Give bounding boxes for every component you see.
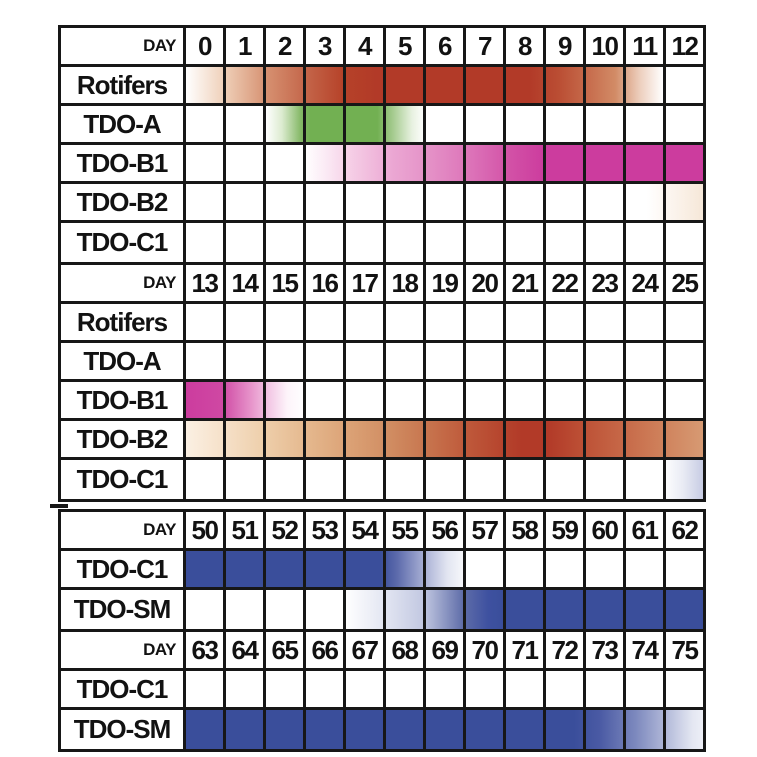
day-cell — [426, 590, 466, 629]
day-cell — [226, 67, 266, 103]
feed-row-cells — [186, 382, 703, 418]
day-cell — [266, 590, 306, 629]
feed-row-tdo-b2 — [61, 184, 703, 223]
day-cell — [266, 343, 306, 379]
feed-row-cells — [186, 421, 703, 457]
day-cell — [306, 223, 346, 262]
day-cell — [666, 671, 703, 707]
day-cell — [626, 223, 666, 262]
day-cell — [226, 184, 266, 220]
day-number: 73 — [586, 632, 626, 668]
day-cell — [546, 343, 586, 379]
day-number: 60 — [586, 512, 626, 548]
day-cell — [306, 304, 346, 340]
day-cell — [186, 590, 226, 629]
day-cell — [666, 106, 703, 142]
day-cell — [186, 421, 226, 457]
day-number: 51 — [226, 512, 266, 548]
day-cell — [346, 145, 386, 181]
feed-row-tdo-c1 — [61, 223, 703, 262]
day-cell — [186, 343, 226, 379]
feed-row-cells — [186, 106, 703, 142]
day-number: 57 — [466, 512, 506, 548]
day-number: 18 — [386, 265, 426, 301]
day-cell — [546, 304, 586, 340]
feed-row-label: TDO-A — [61, 106, 186, 142]
day-cell — [426, 67, 466, 103]
day-cell — [306, 551, 346, 587]
feed-row-tdo-sm — [61, 710, 703, 749]
day-cell — [586, 67, 626, 103]
day-cell — [626, 460, 666, 499]
day-cell — [266, 460, 306, 499]
day-number: 20 — [466, 265, 506, 301]
day-cell — [506, 106, 546, 142]
day-cell — [386, 223, 426, 262]
day-cell — [586, 106, 626, 142]
day-cell — [666, 382, 703, 418]
day-cell — [426, 460, 466, 499]
day-cell — [226, 421, 266, 457]
day-cell — [346, 343, 386, 379]
day-cell — [666, 145, 703, 181]
day-cell — [386, 382, 426, 418]
day-block-3 — [58, 509, 706, 632]
feed-row-label: TDO-A — [61, 343, 186, 379]
day-cell — [426, 223, 466, 262]
day-number-cells — [186, 265, 703, 301]
day-cell — [346, 382, 386, 418]
day-cell — [506, 382, 546, 418]
feed-row-label: TDO-B1 — [61, 145, 186, 181]
day-header-label: DAY — [61, 632, 186, 668]
day-cell — [666, 421, 703, 457]
day-number: 65 — [266, 632, 306, 668]
day-number: 8 — [506, 28, 546, 64]
feed-row-cells — [186, 223, 703, 262]
day-cell — [466, 421, 506, 457]
day-cell — [226, 590, 266, 629]
feed-row-label: TDO-B2 — [61, 184, 186, 220]
feed-row-rotifers — [61, 304, 703, 343]
day-cell — [466, 671, 506, 707]
day-cell — [506, 223, 546, 262]
day-number-cells — [186, 28, 703, 64]
feed-row-tdo-a — [61, 106, 703, 145]
day-cell — [466, 223, 506, 262]
day-number: 68 — [386, 632, 426, 668]
day-cell — [306, 145, 346, 181]
day-cell — [586, 304, 626, 340]
day-number: 59 — [546, 512, 586, 548]
feed-row-cells — [186, 343, 703, 379]
day-cell — [546, 382, 586, 418]
day-cell — [426, 145, 466, 181]
day-cell — [186, 106, 226, 142]
day-cell — [546, 671, 586, 707]
header-row — [61, 265, 703, 304]
day-cell — [346, 551, 386, 587]
day-cell — [226, 106, 266, 142]
day-number: 72 — [546, 632, 586, 668]
feed-row-label: TDO-B2 — [61, 421, 186, 457]
day-number: 70 — [466, 632, 506, 668]
day-cell — [466, 343, 506, 379]
day-number: 53 — [306, 512, 346, 548]
day-cell — [386, 421, 426, 457]
day-cell — [586, 590, 626, 629]
feed-row-cells — [186, 460, 703, 499]
day-cell — [626, 382, 666, 418]
day-cell — [226, 382, 266, 418]
day-cell — [506, 460, 546, 499]
day-cell — [586, 460, 626, 499]
day-cell — [426, 343, 466, 379]
feed-row-label: TDO-C1 — [61, 671, 186, 707]
day-cell — [386, 590, 426, 629]
day-cell — [266, 671, 306, 707]
day-cell — [546, 67, 586, 103]
day-cell — [386, 67, 426, 103]
day-cell — [266, 551, 306, 587]
day-cell — [626, 590, 666, 629]
feed-row-cells — [186, 590, 703, 629]
feed-row-label: TDO-SM — [61, 590, 186, 629]
day-number: 50 — [186, 512, 226, 548]
day-cell — [266, 145, 306, 181]
feed-row-cells — [186, 551, 703, 587]
day-number: 62 — [671, 514, 698, 545]
day-cell — [226, 671, 266, 707]
day-cell — [466, 460, 506, 499]
feed-row-tdo-c1 — [61, 671, 703, 710]
day-cell — [666, 184, 703, 220]
day-number: 56 — [426, 512, 466, 548]
day-block-2 — [58, 265, 706, 502]
day-cell — [506, 421, 546, 457]
day-cell — [586, 184, 626, 220]
day-cell — [466, 304, 506, 340]
day-cell — [666, 67, 703, 103]
day-cell — [546, 460, 586, 499]
day-cell — [186, 382, 226, 418]
day-cell — [546, 223, 586, 262]
day-cell — [386, 710, 426, 749]
day-cell — [466, 382, 506, 418]
day-cell — [386, 551, 426, 587]
day-cell — [306, 421, 346, 457]
day-cell — [226, 343, 266, 379]
day-cell — [226, 223, 266, 262]
day-number: 58 — [506, 512, 546, 548]
day-cell — [626, 710, 666, 749]
day-number: 24 — [626, 265, 666, 301]
day-block-1 — [58, 25, 706, 265]
day-cell — [426, 184, 466, 220]
day-number: 13 — [186, 265, 226, 301]
day-cell — [506, 184, 546, 220]
day-number: 5 — [386, 28, 426, 64]
feed-row-tdo-b2 — [61, 421, 703, 460]
day-cell — [266, 304, 306, 340]
day-cell — [306, 710, 346, 749]
day-cell — [346, 67, 386, 103]
day-cell — [186, 460, 226, 499]
day-cell — [666, 460, 703, 499]
day-cell — [626, 343, 666, 379]
day-cell — [626, 421, 666, 457]
day-number: 0 — [186, 28, 226, 64]
day-cell — [266, 382, 306, 418]
day-cell — [346, 184, 386, 220]
feed-row-label: TDO-B1 — [61, 382, 186, 418]
feed-row-tdo-b1 — [61, 382, 703, 421]
day-cell — [546, 184, 586, 220]
day-cell — [306, 343, 346, 379]
day-cell — [506, 671, 546, 707]
day-cell — [586, 551, 626, 587]
day-cell — [546, 145, 586, 181]
day-cell — [506, 67, 546, 103]
day-cell — [386, 460, 426, 499]
feed-row-cells — [186, 710, 703, 749]
day-cell — [186, 304, 226, 340]
day-cell — [666, 343, 703, 379]
day-number: 21 — [506, 265, 546, 301]
day-number: 1 — [226, 28, 266, 64]
feed-row-cells — [186, 67, 703, 103]
day-number: 25 — [671, 267, 698, 298]
feed-row-label: TDO-C1 — [61, 551, 186, 587]
day-number: 64 — [226, 632, 266, 668]
day-cell — [226, 145, 266, 181]
feed-row-label: TDO-SM — [61, 710, 186, 749]
day-number-cells — [186, 632, 703, 668]
feed-row-rotifers — [61, 67, 703, 106]
day-cell — [306, 184, 346, 220]
day-cell — [626, 184, 666, 220]
day-cell — [386, 671, 426, 707]
feed-row-cells — [186, 145, 703, 181]
feed-row-tdo-a — [61, 343, 703, 382]
day-cell — [426, 671, 466, 707]
day-header-label: DAY — [61, 512, 186, 548]
day-number: 14 — [226, 265, 266, 301]
day-cell — [306, 671, 346, 707]
day-number: 67 — [346, 632, 386, 668]
day-cell — [266, 106, 306, 142]
day-cell — [186, 145, 226, 181]
day-cell — [506, 590, 546, 629]
day-cell — [386, 304, 426, 340]
day-number: 15 — [266, 265, 306, 301]
day-number: 69 — [426, 632, 466, 668]
feed-row-cells — [186, 304, 703, 340]
header-row — [61, 632, 703, 671]
day-cell — [226, 551, 266, 587]
day-number: 75 — [671, 634, 698, 665]
day-block-4 — [58, 632, 706, 752]
day-cell — [466, 106, 506, 142]
day-cell — [306, 106, 346, 142]
day-cell — [506, 710, 546, 749]
day-cell — [346, 223, 386, 262]
day-cell — [666, 304, 703, 340]
day-cell — [266, 223, 306, 262]
day-cell — [306, 460, 346, 499]
day-cell — [426, 421, 466, 457]
day-cell — [546, 421, 586, 457]
day-cell — [666, 590, 703, 629]
day-cell — [586, 710, 626, 749]
day-number: 54 — [346, 512, 386, 548]
day-number: 19 — [426, 265, 466, 301]
feed-row-label: TDO-C1 — [61, 460, 186, 499]
day-cell — [226, 710, 266, 749]
day-cell — [506, 343, 546, 379]
day-cell — [266, 184, 306, 220]
day-cell — [386, 145, 426, 181]
feed-row-tdo-b1 — [61, 145, 703, 184]
day-cell — [626, 671, 666, 707]
day-cell — [386, 343, 426, 379]
day-cell — [586, 223, 626, 262]
day-number: 71 — [506, 632, 546, 668]
day-header-label: DAY — [61, 28, 186, 64]
day-axis-break-mark — [50, 504, 68, 508]
day-cell — [506, 551, 546, 587]
day-cell — [506, 145, 546, 181]
day-number: 61 — [626, 512, 666, 548]
day-cell — [546, 106, 586, 142]
day-number: 11 — [626, 28, 666, 64]
day-number: 17 — [346, 265, 386, 301]
day-cell — [306, 590, 346, 629]
day-cell — [306, 382, 346, 418]
day-number: 22 — [546, 265, 586, 301]
day-number: 7 — [466, 28, 506, 64]
day-cell — [546, 551, 586, 587]
day-cell — [426, 551, 466, 587]
day-number: 55 — [386, 512, 426, 548]
day-number: 12 — [671, 30, 698, 61]
header-row — [61, 512, 703, 551]
day-cell — [386, 184, 426, 220]
feed-row-cells — [186, 671, 703, 707]
day-cell — [426, 382, 466, 418]
day-cell — [666, 223, 703, 262]
day-header-label: DAY — [61, 265, 186, 301]
day-number: 10 — [586, 28, 626, 64]
feed-row-label: Rotifers — [61, 304, 186, 340]
feed-row-label: TDO-C1 — [61, 223, 186, 262]
feed-row-cells — [186, 184, 703, 220]
day-cell — [626, 67, 666, 103]
day-cell — [186, 223, 226, 262]
day-cell — [186, 671, 226, 707]
day-cell — [186, 184, 226, 220]
day-cell — [346, 590, 386, 629]
day-cell — [466, 710, 506, 749]
feeding-schedule-table — [58, 25, 706, 752]
day-number: 3 — [306, 28, 346, 64]
feed-row-tdo-c1 — [61, 551, 703, 590]
day-number: 16 — [306, 265, 346, 301]
day-cell — [666, 551, 703, 587]
day-cell — [346, 421, 386, 457]
day-number: 9 — [546, 28, 586, 64]
day-cell — [346, 304, 386, 340]
feed-row-tdo-c1 — [61, 460, 703, 499]
day-cell — [466, 184, 506, 220]
day-cell — [466, 551, 506, 587]
day-cell — [546, 590, 586, 629]
day-cell — [586, 421, 626, 457]
day-cell — [266, 67, 306, 103]
day-cell — [346, 106, 386, 142]
day-cell — [426, 106, 466, 142]
day-cell — [306, 67, 346, 103]
day-cell — [186, 67, 226, 103]
day-cell — [266, 710, 306, 749]
day-number-cells — [186, 512, 703, 548]
day-number: 23 — [586, 265, 626, 301]
day-number: 4 — [346, 28, 386, 64]
day-cell — [626, 106, 666, 142]
day-cell — [586, 343, 626, 379]
day-cell — [346, 710, 386, 749]
day-cell — [386, 106, 426, 142]
day-number: 6 — [426, 28, 466, 64]
day-cell — [186, 710, 226, 749]
day-cell — [586, 382, 626, 418]
day-number: 52 — [266, 512, 306, 548]
day-cell — [666, 710, 703, 749]
day-cell — [226, 460, 266, 499]
day-cell — [466, 67, 506, 103]
day-cell — [546, 710, 586, 749]
day-number: 74 — [626, 632, 666, 668]
day-cell — [426, 710, 466, 749]
day-cell — [466, 145, 506, 181]
day-number: 66 — [306, 632, 346, 668]
day-cell — [266, 421, 306, 457]
day-number: 2 — [266, 28, 306, 64]
day-cell — [226, 304, 266, 340]
day-cell — [506, 304, 546, 340]
feed-row-label: Rotifers — [61, 67, 186, 103]
feed-row-tdo-sm — [61, 590, 703, 629]
day-cell — [626, 304, 666, 340]
day-cell — [626, 145, 666, 181]
day-cell — [586, 671, 626, 707]
day-cell — [626, 551, 666, 587]
header-row — [61, 28, 703, 67]
day-cell — [346, 460, 386, 499]
day-cell — [346, 671, 386, 707]
day-cell — [426, 304, 466, 340]
day-cell — [186, 551, 226, 587]
day-number: 63 — [186, 632, 226, 668]
day-cell — [586, 145, 626, 181]
day-cell — [466, 590, 506, 629]
